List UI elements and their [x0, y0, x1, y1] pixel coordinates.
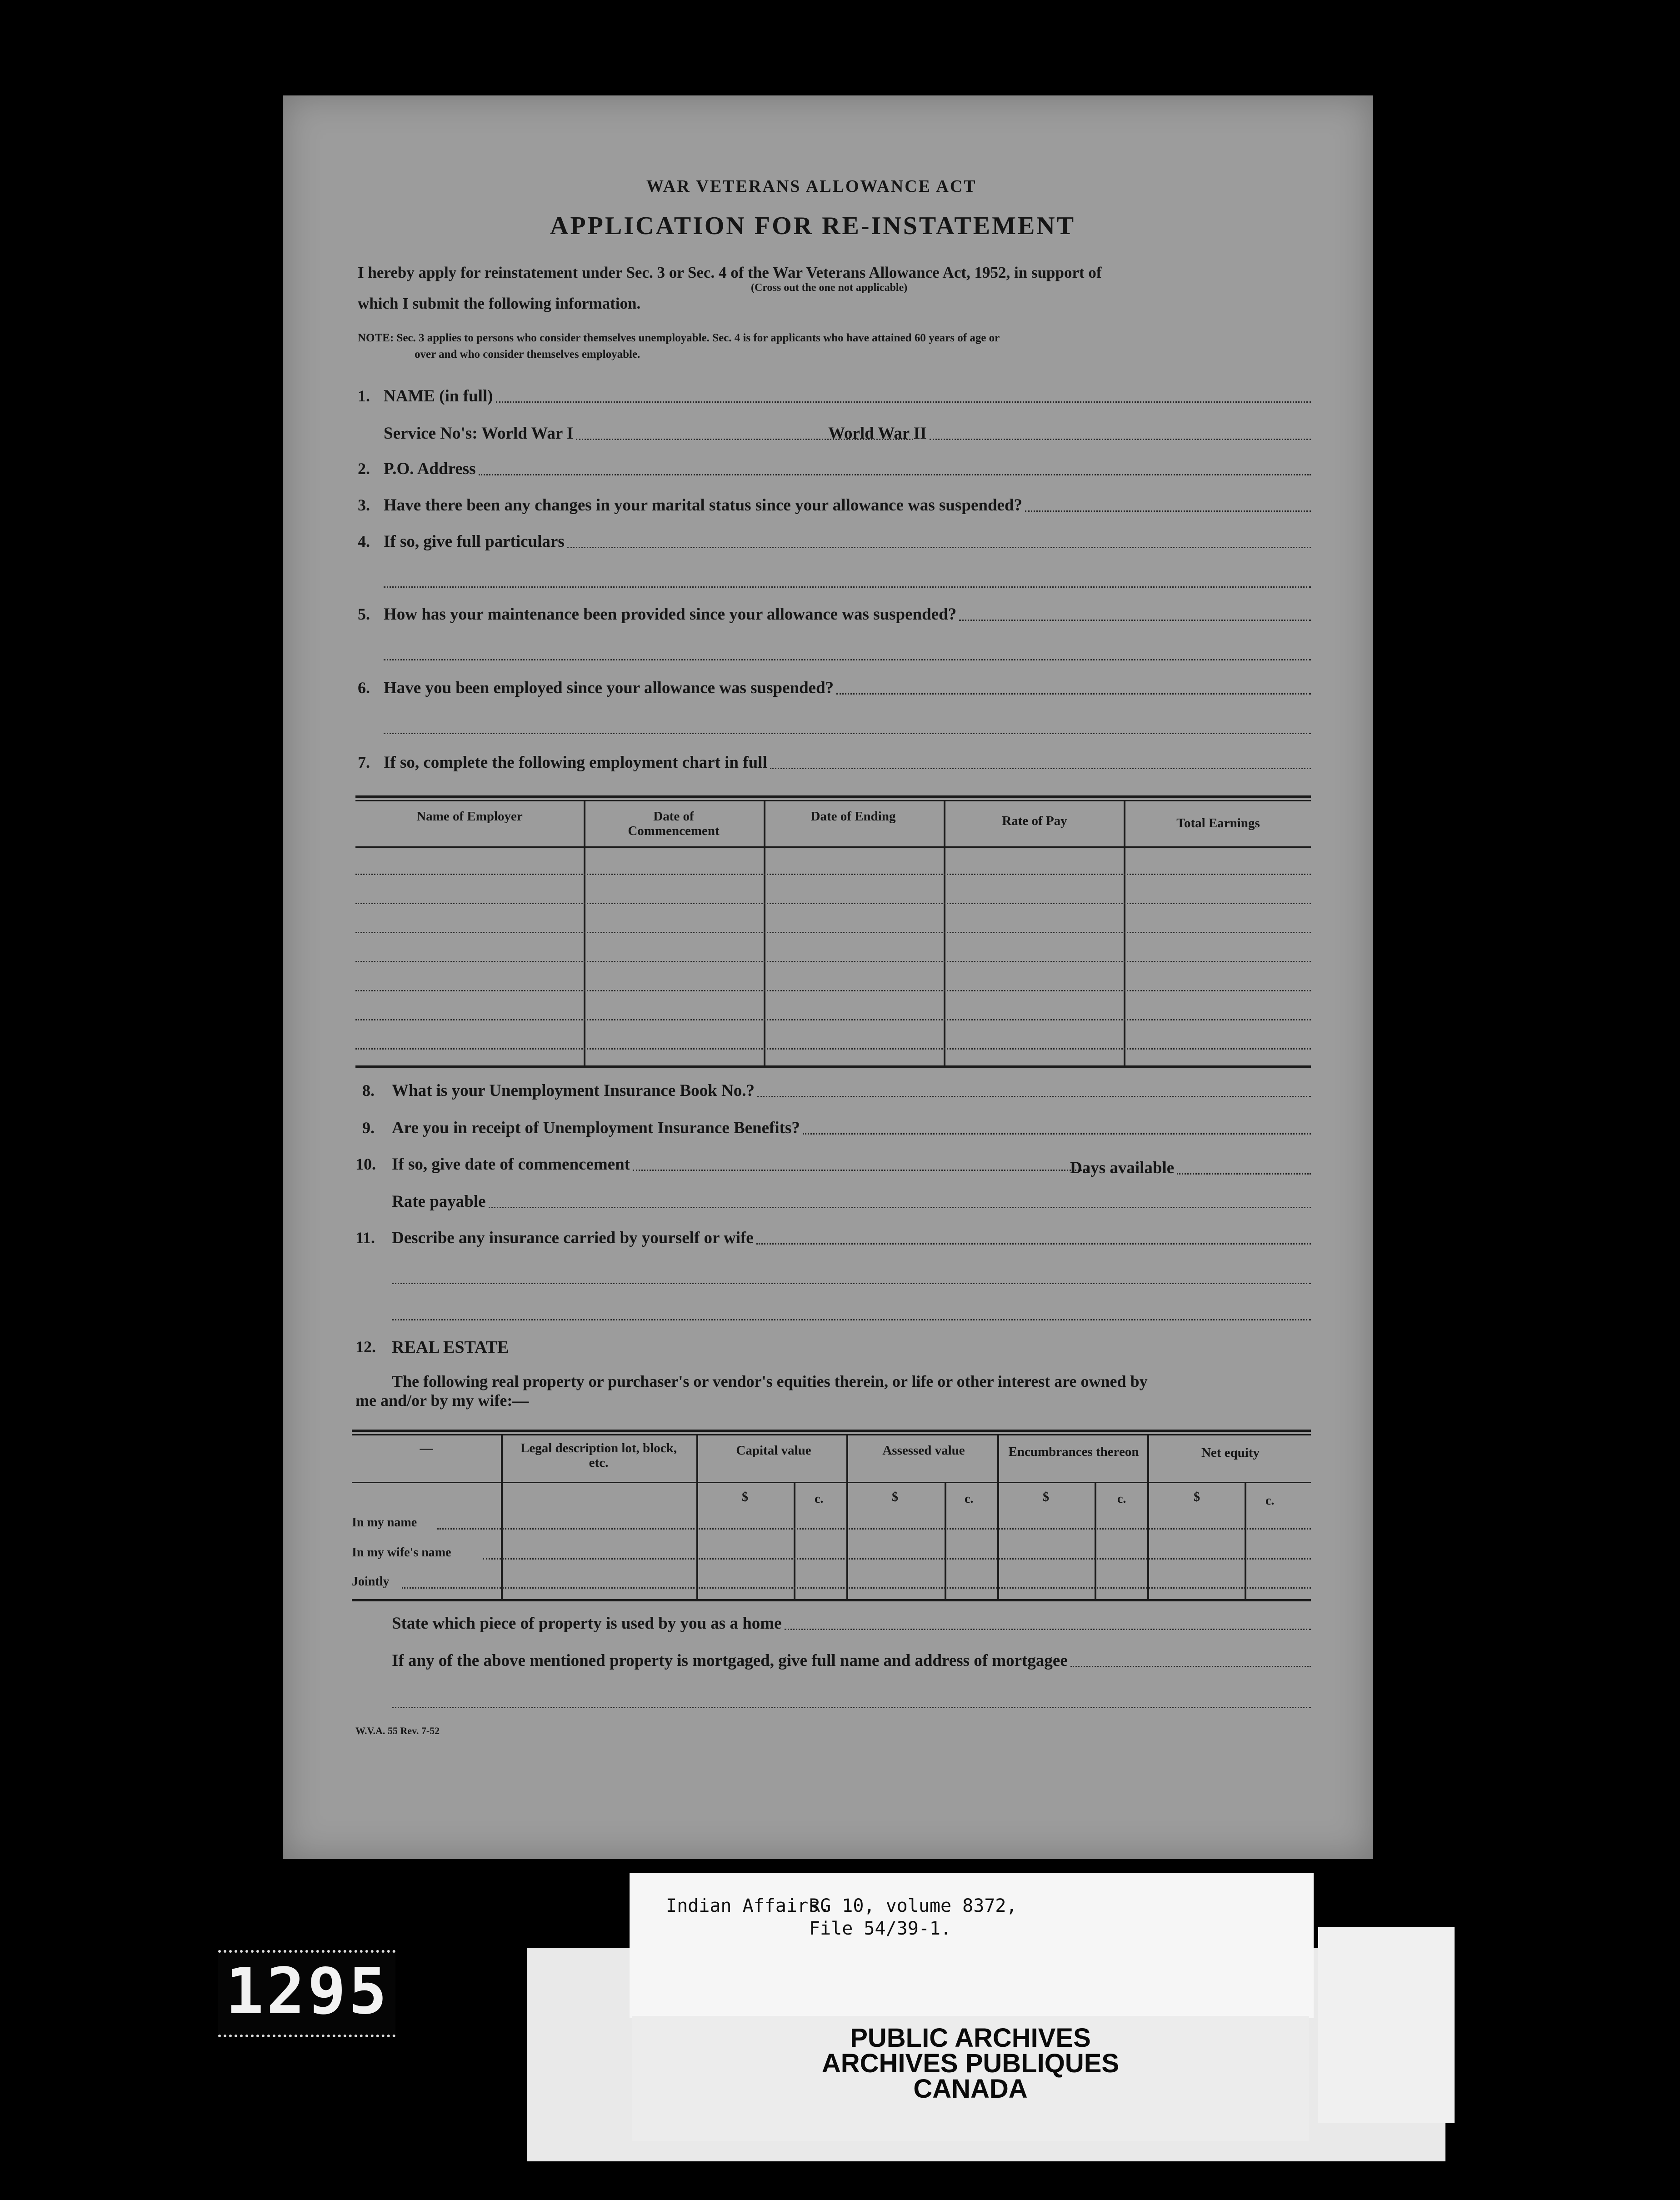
q1c-row[interactable]: [828, 424, 1311, 443]
note-line1: NOTE: Sec. 3 applies to persons who consider themselves unemployable. Sec. 4 is for applicants who have attained 60 years of age or: [358, 332, 1000, 344]
q6-label: Have you been employed since your allowance was suspended?: [384, 679, 834, 697]
form-code: W.V.A. 55 Rev. 7-52: [355, 1725, 440, 1736]
q4-label: If so, give full particulars: [384, 532, 565, 551]
q10-date-field[interactable]: [633, 1166, 1087, 1171]
capital-dollar: $: [742, 1490, 748, 1504]
frame-counter: [218, 1950, 395, 2037]
q12-text1: The following real property or purchaser's or vendor's equities therein, or life or other interest are owned by: [392, 1372, 1148, 1390]
re-row[interactable]: [483, 1558, 1311, 1560]
q7-field[interactable]: [770, 764, 1311, 769]
q11-row[interactable]: [392, 1228, 1311, 1248]
q8-row[interactable]: [392, 1081, 1311, 1100]
emp-row[interactable]: [355, 1048, 1311, 1050]
q5-field[interactable]: [959, 616, 1311, 621]
q3-label: Have there been any changes in your marital status since your allowance was suspended?: [384, 496, 1023, 515]
intro-line1: I hereby apply for reinstatement under Sec. 3 or Sec. 4 of the War Veterans Allowance Act, 1952, in support of: [358, 264, 1102, 281]
q10-label: If so, give date of commencement: [392, 1155, 630, 1174]
q10b-row[interactable]: [1070, 1158, 1311, 1178]
q7-number: 7.: [358, 753, 370, 771]
note-line2: over and who consider themselves employable.: [415, 348, 640, 360]
q2-row[interactable]: [384, 459, 1311, 479]
re-header-blank: —: [420, 1441, 433, 1455]
q1-label: NAME (in full): [384, 387, 493, 405]
re-header-capital: Capital value: [736, 1443, 811, 1458]
form-sheet: [283, 95, 1373, 1859]
q3-row[interactable]: [384, 495, 1311, 515]
q10c-label: Rate payable: [392, 1192, 486, 1211]
emp-header-rate: Rate of Pay: [1002, 814, 1067, 828]
re-row-label: In my name: [352, 1515, 417, 1530]
q8-label: What is your Unemployment Insurance Book No.?: [392, 1081, 755, 1100]
re-header-assessed: Assessed value: [882, 1443, 965, 1458]
archive-dept: Indian Affairs.: [666, 1895, 830, 1916]
capital-cents: c.: [815, 1492, 824, 1506]
mortgage-row[interactable]: [392, 1651, 1311, 1670]
q8-field[interactable]: [757, 1092, 1311, 1097]
intro-note: (Cross out the one not applicable): [751, 282, 908, 294]
q1-number: 1.: [358, 387, 370, 405]
act-title: WAR VETERANS ALLOWANCE ACT: [646, 177, 977, 196]
q3-field[interactable]: [1025, 507, 1311, 512]
q6-number: 6.: [358, 679, 370, 697]
assessed-cents: c.: [965, 1492, 974, 1506]
net-dollar: $: [1194, 1490, 1200, 1504]
q2-field[interactable]: [479, 470, 1311, 475]
q10c-row[interactable]: [392, 1192, 1311, 1211]
q11-extra-line[interactable]: [392, 1319, 1311, 1320]
archive-ref-line1: RG 10, volume 8372,: [809, 1895, 1017, 1916]
mortgage-extra-line[interactable]: [392, 1707, 1311, 1708]
archive-stamp-card: [632, 2016, 1309, 2141]
q5-row[interactable]: [384, 605, 1311, 624]
q12-text2: me and/or by my wife:—: [355, 1391, 529, 1410]
q6-extra-line[interactable]: [384, 733, 1311, 734]
mortgage-field[interactable]: [1070, 1662, 1311, 1667]
emp-row[interactable]: [355, 990, 1311, 991]
q7-row[interactable]: [384, 753, 1311, 772]
ww2-service-field[interactable]: [930, 435, 1311, 440]
q3-number: 3.: [358, 496, 370, 514]
re-row-label: In my wife's name: [352, 1545, 451, 1560]
archive-ref-line2: File 54/39-1.: [809, 1918, 952, 1939]
q10b-label: Days available: [1070, 1159, 1175, 1177]
re-header-legal: Legal description lot, block, etc.: [520, 1441, 677, 1470]
emp-header-employer: Name of Employer: [416, 809, 523, 824]
q11-field[interactable]: [756, 1240, 1311, 1245]
rate-payable-field[interactable]: [489, 1203, 1311, 1208]
days-available-field[interactable]: [1177, 1170, 1311, 1175]
frame-number: 1295: [225, 1955, 390, 2029]
re-row-label: Jointly: [352, 1575, 390, 1589]
intro-line2: which I submit the following information.: [358, 295, 641, 312]
q9-label: Are you in receipt of Unemployment Insurance Benefits?: [392, 1119, 800, 1137]
emp-header-earnings: Total Earnings: [1176, 816, 1260, 830]
archive-tab-right: [1318, 1927, 1455, 2123]
q10-row[interactable]: [392, 1155, 1087, 1174]
re-row[interactable]: [437, 1528, 1311, 1530]
mortgage-label: If any of the above mentioned property is mortgaged, give full name and address of mortgagee: [392, 1651, 1068, 1670]
q12-heading: REAL ESTATE: [392, 1338, 509, 1357]
home-row[interactable]: [392, 1614, 1311, 1633]
q11-label: Describe any insurance carried by yourself or wife: [392, 1229, 754, 1247]
q5-extra-line[interactable]: [384, 659, 1311, 660]
emp-row[interactable]: [355, 903, 1311, 904]
emp-row[interactable]: [355, 932, 1311, 933]
q9-number: 9.: [362, 1119, 375, 1137]
q1c-label: World War II: [828, 424, 927, 443]
emp-header-commencement: Date of Commencement: [628, 809, 720, 838]
stamp-line3: CANADA: [913, 2074, 1028, 2104]
q5-number: 5.: [358, 605, 370, 623]
q4-number: 4.: [358, 532, 370, 550]
q4-row[interactable]: [384, 532, 1311, 551]
re-header-net: Net equity: [1201, 1445, 1260, 1460]
assessed-dollar: $: [892, 1490, 898, 1504]
stamp-line2: ARCHIVES PUBLIQUES: [821, 2049, 1120, 2078]
q6-row[interactable]: [384, 678, 1311, 698]
q1-row[interactable]: [384, 386, 1311, 406]
home-field[interactable]: [785, 1625, 1311, 1630]
q9-row[interactable]: [392, 1118, 1311, 1138]
encumbrances-cents: c.: [1117, 1492, 1126, 1506]
q1-field[interactable]: [496, 398, 1311, 403]
q9-field[interactable]: [803, 1130, 1311, 1135]
q11-number: 11.: [355, 1229, 375, 1247]
encumbrances-dollar: $: [1043, 1490, 1049, 1504]
q1b-label: Service No's: World War I: [384, 424, 574, 443]
q2-number: 2.: [358, 460, 370, 478]
emp-row[interactable]: [355, 1019, 1311, 1020]
q7-label: If so, complete the following employment chart in full: [384, 753, 767, 772]
emp-header-ending: Date of Ending: [810, 809, 896, 824]
emp-row[interactable]: [355, 874, 1311, 875]
re-header-encumbrances: Encumbrances thereon: [1008, 1445, 1139, 1459]
q4-extra-line[interactable]: [384, 586, 1311, 588]
re-row[interactable]: [402, 1587, 1311, 1589]
q8-number: 8.: [362, 1081, 375, 1100]
q10-number: 10.: [355, 1155, 376, 1173]
archive-label-card: [630, 1873, 1314, 2018]
stamp-line1: PUBLIC ARCHIVES: [850, 2023, 1091, 2053]
home-label: State which piece of property is used by you as a home: [392, 1614, 782, 1633]
q4-field[interactable]: [567, 543, 1311, 548]
emp-row[interactable]: [355, 961, 1311, 962]
q11-extra-line[interactable]: [392, 1283, 1311, 1284]
form-heading: APPLICATION FOR RE-INSTATEMENT: [550, 212, 1076, 240]
q2-label: P.O. Address: [384, 460, 476, 478]
q6-field[interactable]: [836, 690, 1311, 695]
q5-label: How has your maintenance been provided since your allowance was suspended?: [384, 605, 957, 624]
q12-number: 12.: [355, 1338, 376, 1356]
net-cents: c.: [1265, 1494, 1275, 1508]
